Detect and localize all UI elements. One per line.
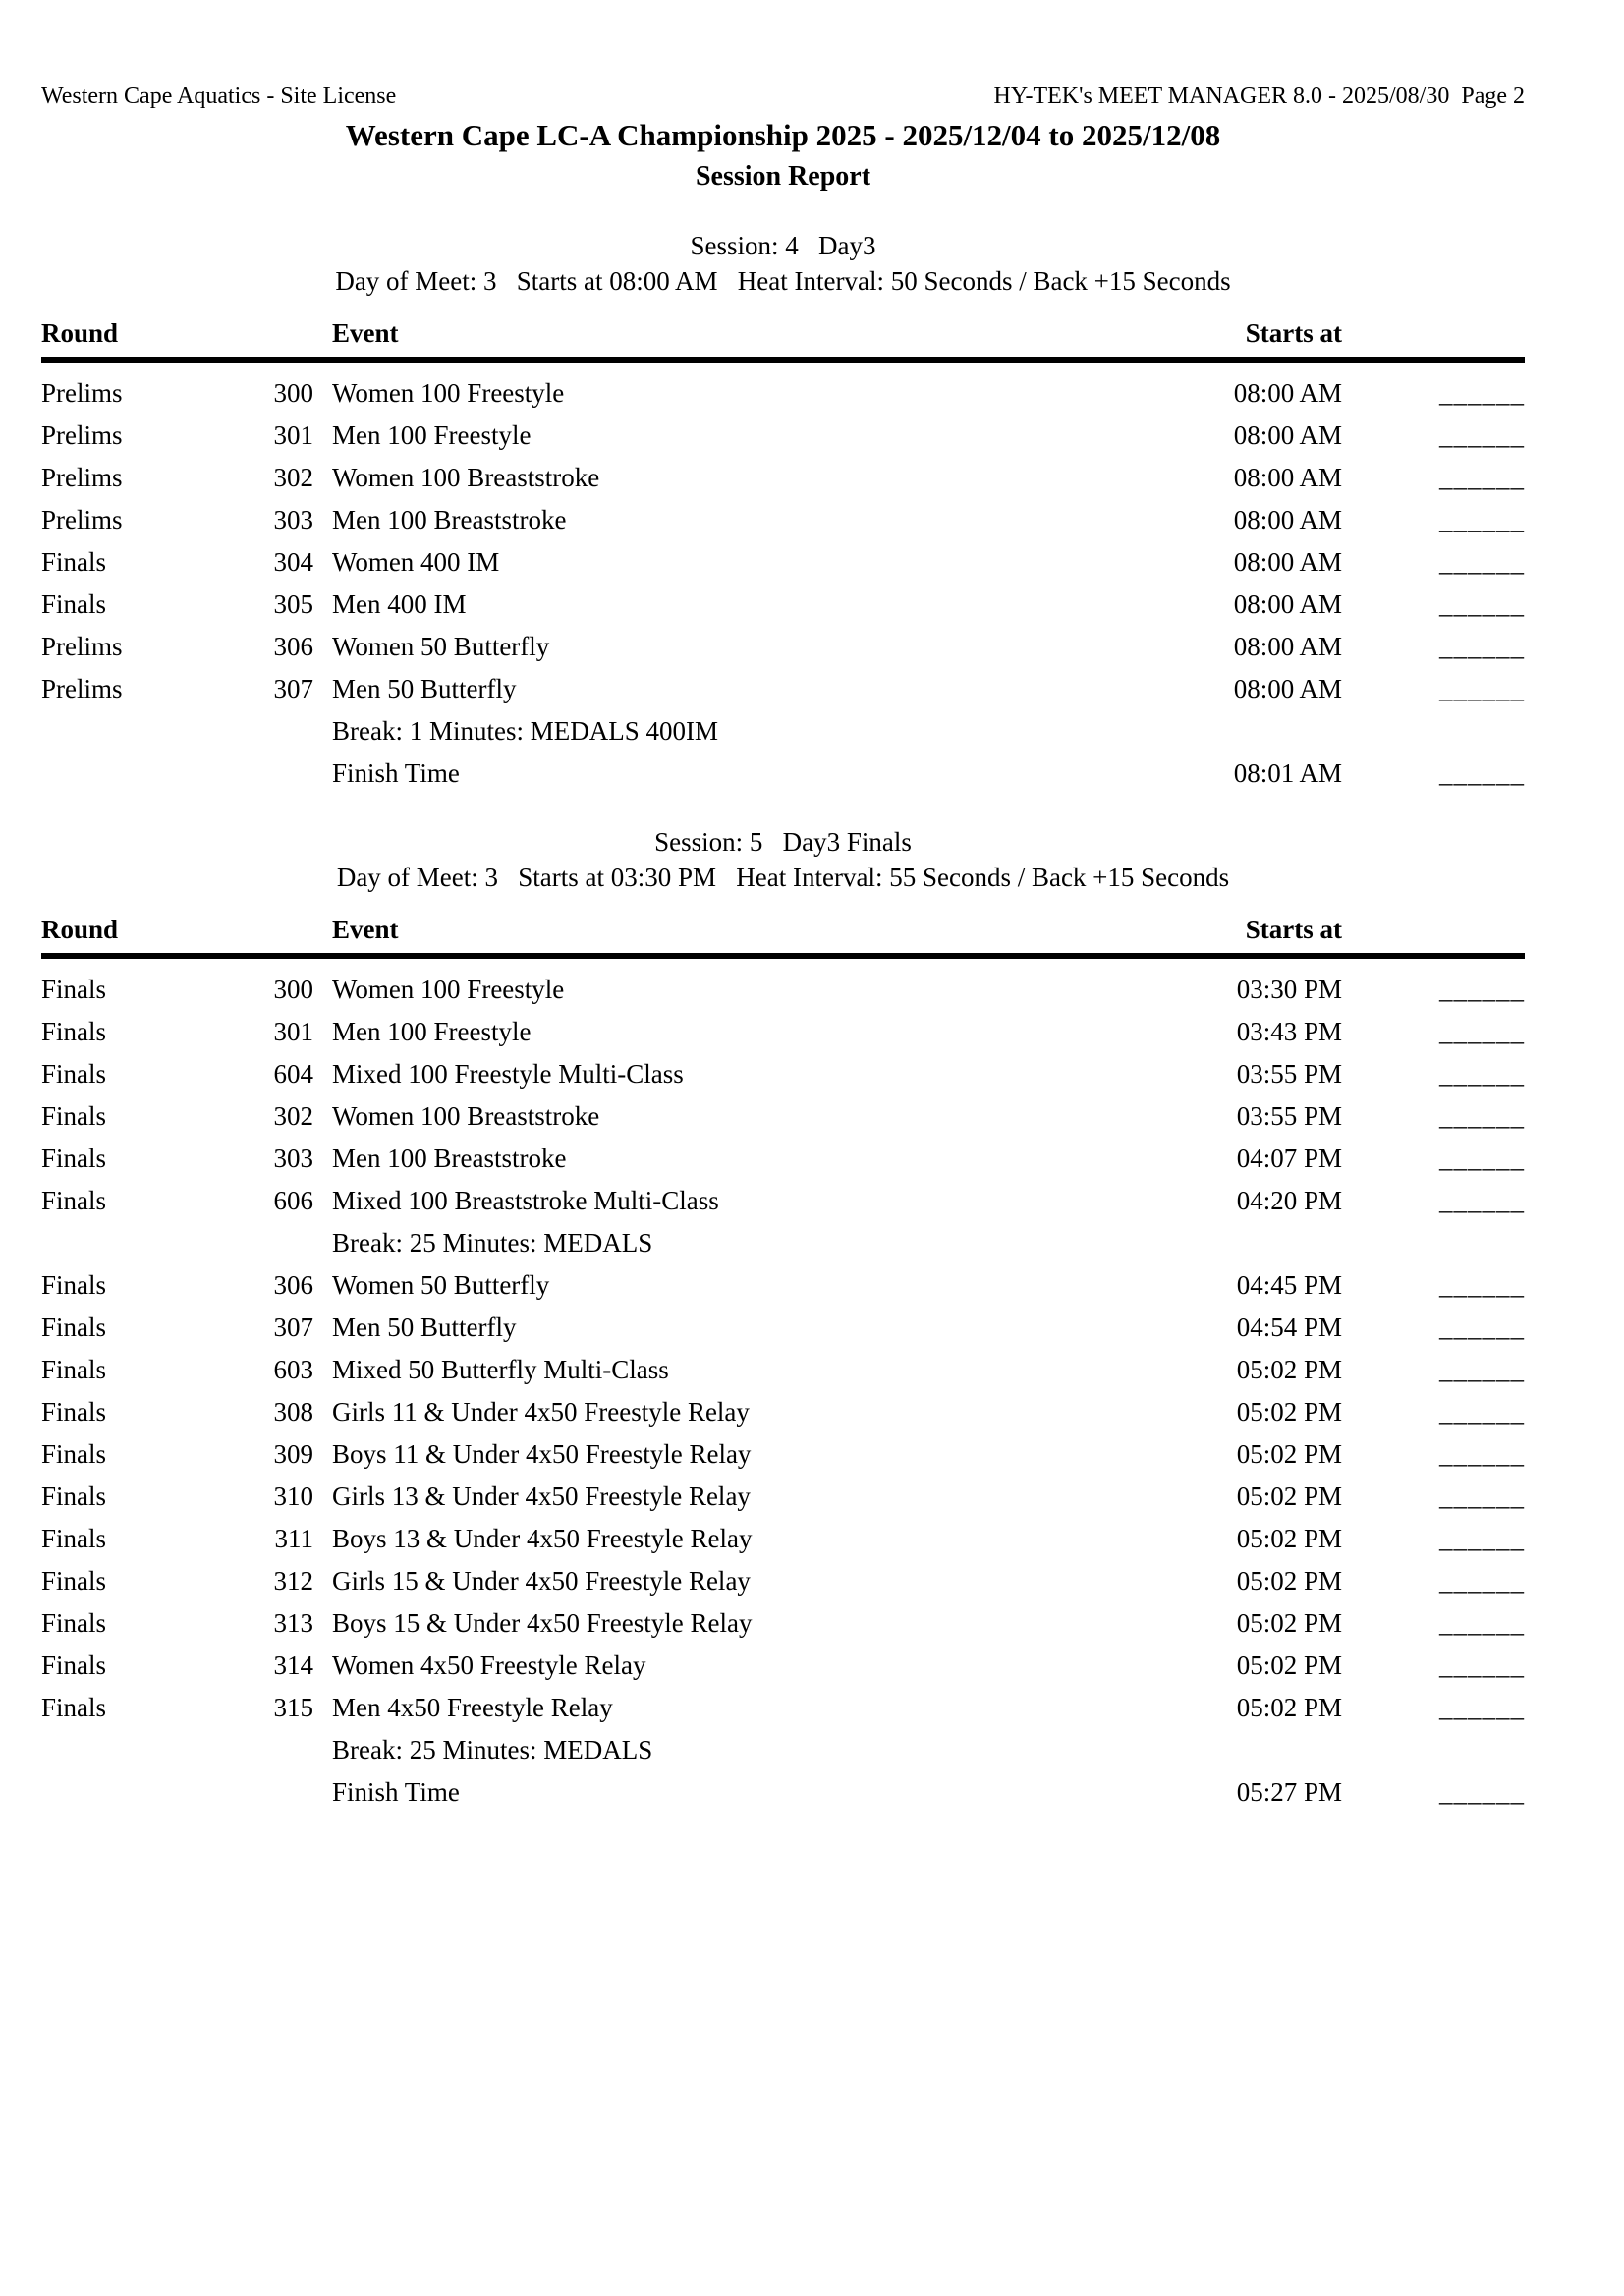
table-row (41, 1518, 1525, 1560)
round-cell: Finals (41, 1397, 107, 1427)
starts-at-cell: 08:00 AM (1233, 420, 1342, 450)
table-row (41, 1349, 1525, 1391)
event-name-cell: Women 400 IM (332, 547, 500, 577)
event-name-cell: Men 50 Butterfly (332, 1313, 517, 1342)
starts-at-cell: 08:00 AM (1233, 463, 1342, 492)
round-cell: Finals (41, 1439, 107, 1469)
blank-write-in-line: ______ (1439, 1524, 1525, 1553)
blank-write-in-line: ______ (1439, 632, 1525, 661)
blank-write-in-line: ______ (1439, 547, 1525, 577)
blank-write-in-line: ______ (1439, 1186, 1525, 1215)
blank-write-in-line: ______ (1439, 1651, 1525, 1680)
starts-at-cell: 04:20 PM (1236, 1186, 1342, 1215)
starts-at-cell: 08:00 AM (1233, 674, 1342, 703)
event-name-cell: Men 100 Freestyle (332, 420, 532, 450)
round-column-header: Round (41, 318, 119, 348)
event-name-cell: Girls 15 & Under 4x50 Freestyle Relay (332, 1566, 751, 1596)
blank-write-in-line: ______ (1439, 1101, 1525, 1131)
blank-write-in-line: ______ (1439, 975, 1525, 1004)
table-row (41, 1180, 1525, 1222)
event-name-cell: Boys 11 & Under 4x50 Freestyle Relay (332, 1439, 752, 1469)
event-name-cell: Men 4x50 Freestyle Relay (332, 1693, 613, 1722)
round-cell: Prelims (41, 632, 123, 661)
blank-write-in-line: ______ (1439, 1144, 1525, 1173)
event-name-cell: Men 50 Butterfly (332, 674, 517, 703)
starts-at-cell: 04:45 PM (1236, 1270, 1342, 1300)
starts-at-cell: 05:02 PM (1236, 1482, 1342, 1511)
table-row (41, 626, 1525, 668)
session-heading: Session: 4 Day3 (690, 231, 876, 260)
round-cell: Finals (41, 1144, 107, 1173)
event-number-cell: 307 (273, 674, 313, 703)
table-row (41, 1560, 1525, 1602)
round-cell: Finals (41, 1524, 107, 1553)
event-name-cell: Women 50 Butterfly (332, 1270, 550, 1300)
table-row (41, 1053, 1525, 1095)
event-number-cell: 300 (273, 378, 313, 408)
starts-at-cell: 05:02 PM (1236, 1608, 1342, 1638)
report-title: Session Report (695, 161, 871, 192)
table-row (41, 1645, 1525, 1687)
blank-write-in-line: ______ (1439, 1693, 1525, 1722)
blank-write-in-line: ______ (1439, 1608, 1525, 1638)
table-row (41, 541, 1525, 584)
finish-row (41, 753, 1525, 795)
starts-at-cell: 05:02 PM (1236, 1693, 1342, 1722)
program-info-text: HY-TEK's MEET MANAGER 8.0 - 2025/08/30 Page 2 (993, 84, 1525, 109)
round-cell: Prelims (41, 378, 123, 408)
event-number-cell: 604 (273, 1059, 313, 1089)
blank-write-in-line: ______ (1439, 1059, 1525, 1089)
table-row (41, 415, 1525, 457)
event-name-cell: Mixed 100 Freestyle Multi-Class (332, 1059, 684, 1089)
round-cell: Finals (41, 1651, 107, 1680)
round-cell: Finals (41, 1355, 107, 1384)
event-number-cell: 302 (273, 463, 313, 492)
event-number-cell: 301 (273, 1017, 313, 1046)
table-row (41, 584, 1525, 626)
event-name-cell: Girls 13 & Under 4x50 Freestyle Relay (332, 1482, 751, 1511)
event-number-cell: 303 (273, 1144, 313, 1173)
starts-at-cell: 03:43 PM (1236, 1017, 1342, 1046)
round-cell: Finals (41, 1608, 107, 1638)
blank-write-in-line: ______ (1439, 1566, 1525, 1596)
table-row (41, 1011, 1525, 1053)
starts-at-cell: 04:54 PM (1236, 1313, 1342, 1342)
blank-write-in-line: ______ (1439, 505, 1525, 534)
starts-at-cell: 05:02 PM (1236, 1651, 1342, 1680)
table-row (41, 1476, 1525, 1518)
event-number-cell: 314 (273, 1651, 313, 1680)
event-number-cell: 300 (273, 975, 313, 1004)
event-name-cell: Finish Time (332, 758, 460, 788)
event-name-cell: Women 4x50 Freestyle Relay (332, 1651, 646, 1680)
event-number-cell: 306 (273, 632, 313, 661)
blank-write-in-line: ______ (1439, 1355, 1525, 1384)
starts-at-cell: 08:00 AM (1233, 547, 1342, 577)
break-row (41, 710, 1525, 753)
starts-at-cell: 05:27 PM (1236, 1777, 1342, 1807)
blank-write-in-line: ______ (1439, 1397, 1525, 1427)
starts-at-cell: 08:00 AM (1233, 505, 1342, 534)
starts-at-cell: 04:07 PM (1236, 1144, 1342, 1173)
event-number-cell: 308 (273, 1397, 313, 1427)
event-name-cell: Break: 25 Minutes: MEDALS (332, 1228, 653, 1258)
round-column-header: Round (41, 915, 119, 944)
starts-at-cell: 03:55 PM (1236, 1059, 1342, 1089)
blank-write-in-line: ______ (1439, 674, 1525, 703)
round-cell: Finals (41, 1566, 107, 1596)
starts-at-cell: 08:00 AM (1233, 589, 1342, 619)
blank-write-in-line: ______ (1439, 1777, 1525, 1807)
table-row (41, 668, 1525, 710)
round-cell: Prelims (41, 463, 123, 492)
table-header (41, 318, 1525, 363)
round-cell: Finals (41, 589, 107, 619)
session-section (41, 824, 1525, 1814)
table-row (41, 1687, 1525, 1729)
starts-at-cell: 05:02 PM (1236, 1524, 1342, 1553)
session-detail: Day of Meet: 3 Starts at 08:00 AM Heat Interval: 50 Seconds / Back +15 Seconds (335, 266, 1231, 296)
blank-write-in-line: ______ (1439, 1313, 1525, 1342)
sessions-container (41, 228, 1525, 1814)
starts-at-cell: 05:02 PM (1236, 1397, 1342, 1427)
blank-write-in-line: ______ (1439, 758, 1525, 788)
event-name-cell: Women 50 Butterfly (332, 632, 550, 661)
event-name-cell: Men 100 Breaststroke (332, 505, 567, 534)
event-name-cell: Girls 11 & Under 4x50 Freestyle Relay (332, 1397, 750, 1427)
round-cell: Finals (41, 975, 107, 1004)
event-number-cell: 307 (273, 1313, 313, 1342)
starts-at-cell: 08:01 AM (1233, 758, 1342, 788)
blank-write-in-line: ______ (1439, 1439, 1525, 1469)
table-header (41, 915, 1525, 959)
round-cell: Finals (41, 1059, 107, 1089)
starts-at-cell: 05:02 PM (1236, 1439, 1342, 1469)
event-name-cell: Break: 25 Minutes: MEDALS (332, 1735, 653, 1764)
session-section (41, 228, 1525, 795)
blank-write-in-line: ______ (1439, 1017, 1525, 1046)
license-text: Western Cape Aquatics - Site License (41, 84, 397, 109)
event-number-cell: 301 (273, 420, 313, 450)
starts-at-column-header: Starts at (1245, 915, 1342, 944)
table-row (41, 372, 1525, 415)
round-cell: Prelims (41, 674, 123, 703)
event-name-cell: Men 100 Breaststroke (332, 1144, 567, 1173)
event-number-cell: 603 (273, 1355, 313, 1384)
session-rows (41, 959, 1525, 1814)
event-name-cell: Finish Time (332, 1777, 460, 1807)
break-row (41, 1222, 1525, 1264)
break-row (41, 1729, 1525, 1771)
session-detail: Day of Meet: 3 Starts at 03:30 PM Heat Interval: 55 Seconds / Back +15 Seconds (336, 863, 1230, 892)
starts-at-cell: 08:00 AM (1233, 632, 1342, 661)
table-row (41, 1433, 1525, 1476)
event-number-cell: 304 (273, 547, 313, 577)
event-name-cell: Women 100 Freestyle (332, 378, 565, 408)
round-cell: Finals (41, 1186, 107, 1215)
round-cell: Finals (41, 1693, 107, 1722)
blank-write-in-line: ______ (1439, 1482, 1525, 1511)
round-cell: Prelims (41, 505, 123, 534)
event-number-cell: 305 (273, 589, 313, 619)
table-row (41, 1391, 1525, 1433)
table-row (41, 1602, 1525, 1645)
blank-write-in-line: ______ (1439, 378, 1525, 408)
session-rows (41, 363, 1525, 795)
round-cell: Finals (41, 1017, 107, 1046)
round-cell: Finals (41, 1313, 107, 1342)
blank-write-in-line: ______ (1439, 420, 1525, 450)
finish-row (41, 1771, 1525, 1814)
event-name-cell: Mixed 50 Butterfly Multi-Class (332, 1355, 669, 1384)
page-header (41, 83, 1525, 110)
blank-write-in-line: ______ (1439, 463, 1525, 492)
event-name-cell: Break: 1 Minutes: MEDALS 400IM (332, 716, 718, 746)
starts-at-cell: 03:55 PM (1236, 1101, 1342, 1131)
event-number-cell: 309 (273, 1439, 313, 1469)
round-cell: Finals (41, 547, 107, 577)
event-number-cell: 306 (273, 1270, 313, 1300)
table-row (41, 457, 1525, 499)
event-name-cell: Women 100 Breaststroke (332, 463, 600, 492)
event-column-header: Event (332, 318, 399, 348)
table-row (41, 499, 1525, 541)
table-row (41, 1307, 1525, 1349)
event-name-cell: Boys 15 & Under 4x50 Freestyle Relay (332, 1608, 753, 1638)
starts-at-cell: 03:30 PM (1236, 975, 1342, 1004)
event-number-cell: 310 (273, 1482, 313, 1511)
event-number-cell: 303 (273, 505, 313, 534)
event-number-cell: 606 (273, 1186, 313, 1215)
table-row (41, 1264, 1525, 1307)
event-name-cell: Boys 13 & Under 4x50 Freestyle Relay (332, 1524, 753, 1553)
starts-at-cell: 05:02 PM (1236, 1566, 1342, 1596)
event-column-header: Event (332, 915, 399, 944)
event-number-cell: 311 (274, 1524, 313, 1553)
meet-title: Western Cape LC-A Championship 2025 - 2025/12/04 to 2025/12/08 (345, 118, 1221, 152)
blank-write-in-line: ______ (1439, 589, 1525, 619)
round-cell: Finals (41, 1101, 107, 1131)
event-name-cell: Women 100 Breaststroke (332, 1101, 600, 1131)
round-cell: Finals (41, 1482, 107, 1511)
starts-at-column-header: Starts at (1245, 318, 1342, 348)
round-cell: Prelims (41, 420, 123, 450)
round-cell: Finals (41, 1270, 107, 1300)
event-number-cell: 313 (273, 1608, 313, 1638)
event-name-cell: Men 400 IM (332, 589, 467, 619)
event-name-cell: Women 100 Freestyle (332, 975, 565, 1004)
event-number-cell: 312 (273, 1566, 313, 1596)
event-name-cell: Men 100 Freestyle (332, 1017, 532, 1046)
event-number-cell: 302 (273, 1101, 313, 1131)
table-row (41, 1095, 1525, 1138)
table-row (41, 1138, 1525, 1180)
event-name-cell: Mixed 100 Breaststroke Multi-Class (332, 1186, 719, 1215)
blank-write-in-line: ______ (1439, 1270, 1525, 1300)
session-heading: Session: 5 Day3 Finals (654, 827, 912, 857)
starts-at-cell: 05:02 PM (1236, 1355, 1342, 1384)
event-number-cell: 315 (273, 1693, 313, 1722)
table-row (41, 969, 1525, 1011)
starts-at-cell: 08:00 AM (1233, 378, 1342, 408)
